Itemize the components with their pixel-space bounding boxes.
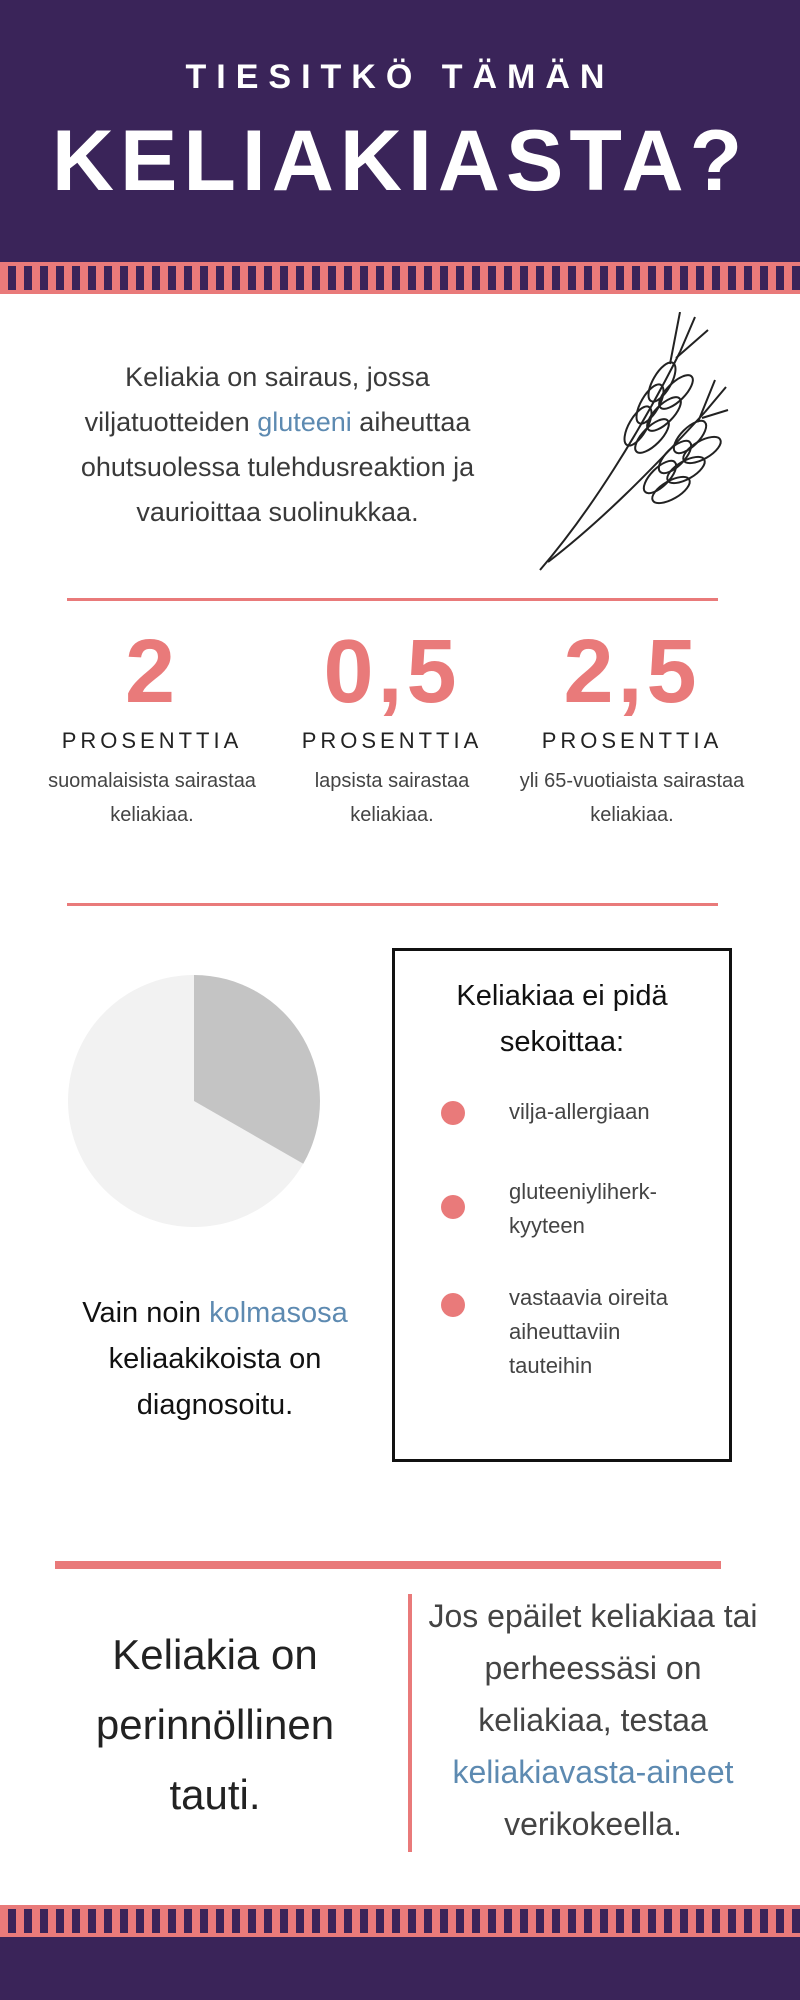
wheat-icon: [530, 312, 730, 577]
pie-caption-highlight: kolmasosa: [209, 1297, 348, 1329]
stat-unit: PROSENTTIA: [541, 728, 723, 753]
pie-caption: [40, 1290, 390, 1428]
pie-caption-start: Vain noin: [82, 1297, 210, 1329]
decorative-band-bottom: [0, 1905, 800, 1937]
header-title: KELIAKIASTA?: [51, 113, 749, 209]
stat-number: 2,5: [563, 622, 701, 722]
confusion-item: vilja-allergiaan: [509, 1099, 650, 1124]
stat-2: [272, 622, 512, 832]
pie-caption-end: keliaakikoista on diagnosoitu.: [108, 1343, 322, 1421]
stat-unit: PROSENTTIA: [61, 728, 243, 753]
intro-text-end: aiheuttaa ohutsuolessa tulehdusreaktion ja vaurioittaa suolinukkaa.: [80, 407, 475, 527]
header-kicker: TIESITKÖ TÄMÄN: [185, 58, 615, 96]
test-note-end: verikokeella.: [504, 1806, 682, 1842]
stat-number: 2: [124, 622, 180, 722]
diagnosed-pie-chart: [66, 973, 322, 1229]
bullet-icon: [441, 1195, 465, 1219]
decorative-band-top: [0, 262, 800, 294]
stat-description: suomalaisista sairastaa keliakiaa.: [48, 770, 256, 826]
intro-highlight: gluteeni: [257, 407, 352, 437]
divider-2: [67, 903, 718, 906]
confusion-box: [392, 948, 732, 1462]
intro-text-start: Keliakia on sairaus, jossa viljatuotteiden: [84, 362, 430, 437]
stat-3: [512, 622, 752, 832]
stat-description: yli 65-vuotiaista sairastaa keliakiaa.: [519, 770, 745, 826]
hereditary-note: Keliakia on perinnöllinen tauti.: [95, 1631, 335, 1818]
bullet-icon: [441, 1293, 465, 1317]
test-note: [428, 1590, 758, 1850]
intro-text: [40, 355, 515, 535]
confusion-item: gluteeniyliherk-kyyteen: [509, 1179, 657, 1238]
stat-1: [32, 622, 272, 832]
confusion-item: vastaavia oireita aiheuttaviin tauteihin: [509, 1285, 668, 1378]
stat-description: lapsista sairastaa keliakiaa.: [314, 770, 470, 826]
divider-3: [55, 1561, 721, 1569]
divider-1: [67, 598, 718, 601]
test-note-highlight: keliakiavasta-aineet: [452, 1754, 734, 1790]
vertical-divider: [408, 1594, 412, 1852]
stat-number: 0,5: [323, 622, 461, 722]
bullet-icon: [441, 1101, 465, 1125]
test-note-start: Jos epäilet keliakiaa tai perheessäsi on keliakiaa, testaa: [428, 1598, 758, 1738]
confusion-box-title: Keliakiaa ei pidä sekoittaa:: [456, 980, 668, 1058]
stat-unit: PROSENTTIA: [301, 728, 483, 753]
